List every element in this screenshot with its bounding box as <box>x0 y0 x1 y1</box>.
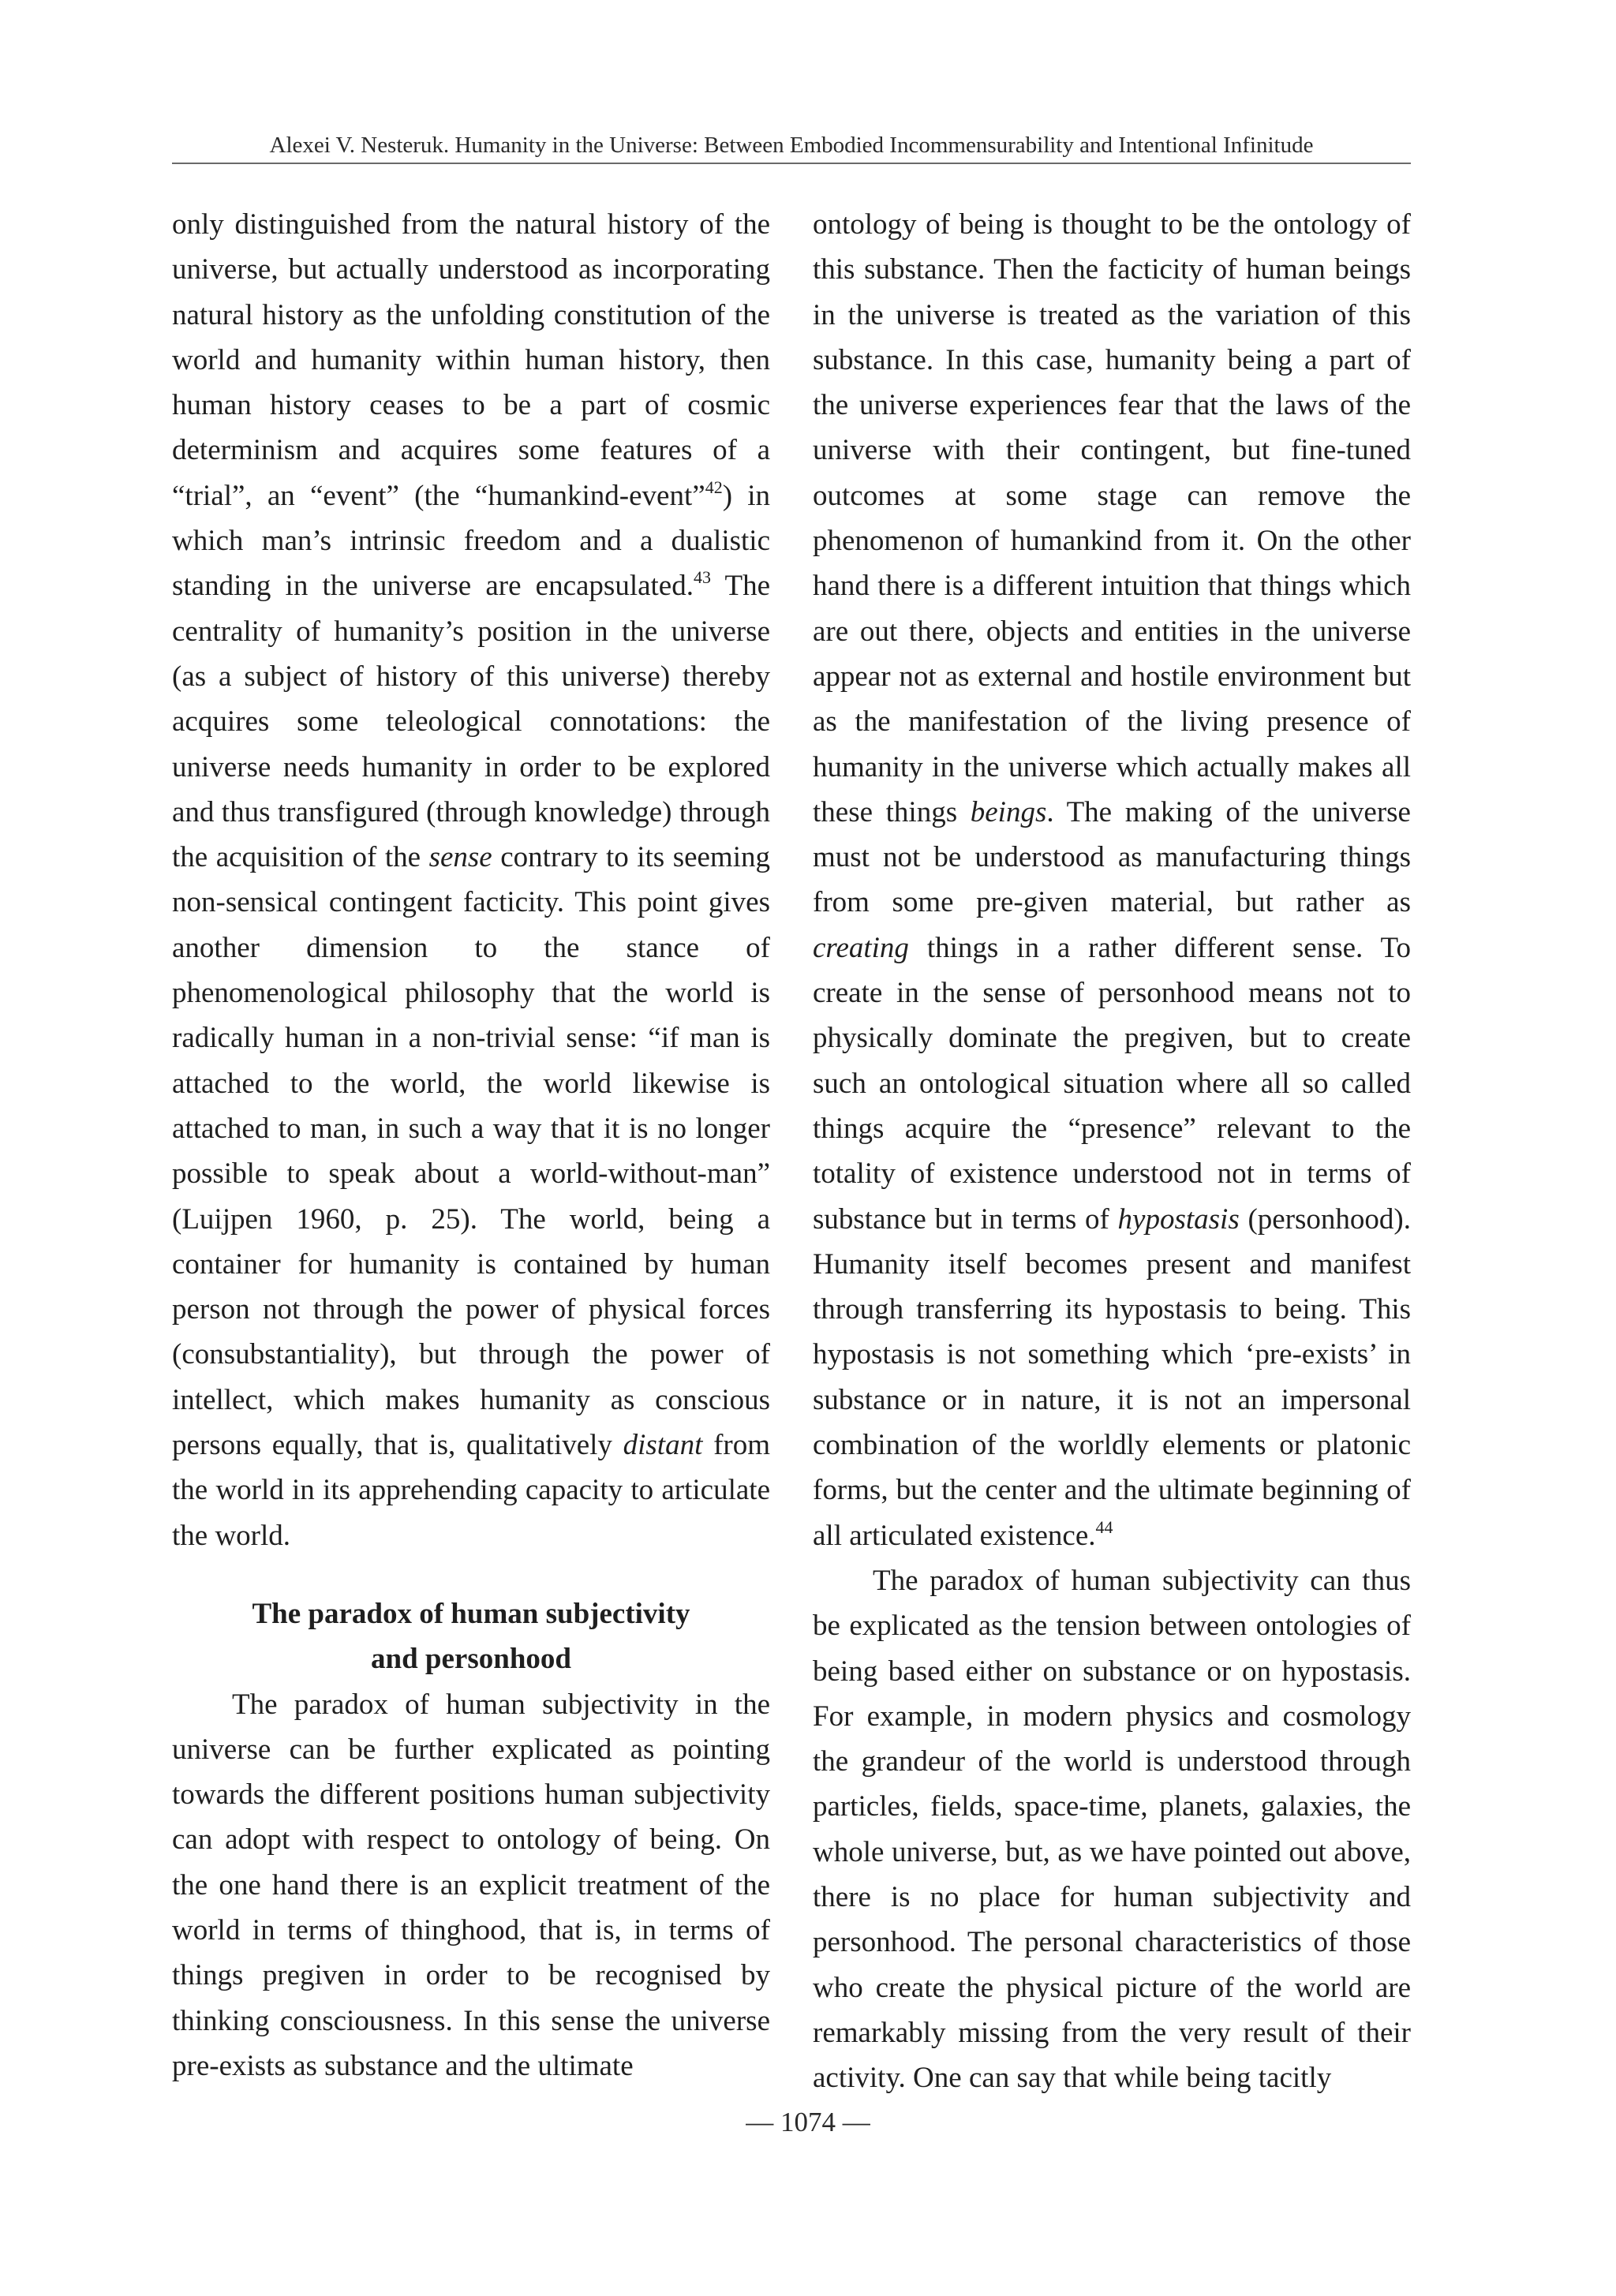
right-column <box>813 202 1411 2100</box>
text-run: (personhood). Humanity itself becomes present and manifest through transferring its hypostasis to being. This hypostasis is not something which ‘pre-exists’ in substance or in nature, it is not an impersonal combination of the worldly elements or platonic forms, but the center and the ultimate beginning of all articulated existence. <box>813 1202 1411 1552</box>
footnote-ref-42[interactable]: 42 <box>705 477 723 497</box>
body-paragraph <box>172 202 770 1558</box>
page-number: — 1074 — <box>746 2107 870 2137</box>
running-header: Alexei V. Nesteruk. Humanity in the Universe: Between Embodied Incommensurability and Intentional Infinitude <box>269 133 1314 158</box>
emphasis: distant <box>623 1429 703 1462</box>
text-run: ontology of being is thought to be the ontology of this substance. Then the facticity of human beings in the universe is treated as the variation of this substance. In this case, humanity being a part of the universe experiences fear that the laws of the universe with their contingent, but fine-tuned outcomes at some stage can remove the phenomenon of humankind from it. On the other hand there is a different intuition that things which are out there, objects and entities in the universe appear not as external and hostile environment but as the manifestation of the living presence of humanity in the universe which actually makes all these things <box>813 208 1411 828</box>
left-column <box>172 202 770 2088</box>
emphasis: sense <box>428 841 492 874</box>
text-run: . The making of the universe must not be understood as manufacturing things from some pre-given material, but rather as <box>813 795 1411 919</box>
text-run: contrary to its seeming non-sensical contingent facticity. This point gives another dimension to the stance of phenomenological philosophy that the world is radically human in a non-trivial sense: “if man is attached to the world, the world likewise is attached to man, in such a way that it is no longer possible to speak about a world-without-man” (Luijpen 1960, p. 25). The world, being a container for humanity is contained by human person not through the power of physical forces (consubstantiality), but through the power of intellect, which makes humanity as conscious persons equally, that is, qualitatively <box>172 841 770 1462</box>
body-paragraph: The paradox of human subjectivity can thus be explicated as the tension between ontologies of being based either on substance or on hypostasis. For example, in modern physics and cosmology the grandeur of the world is understood through particles, fields, space-time, planets, galaxies, the whole universe, but, as we have pointed out above, there is no place for human subjectivity and personhood. The personal characteristics of those who create the physical picture of the world are remarkably missing from the very result of their activity. One can say that while being tacitly <box>813 1564 1411 2095</box>
text-run: ) in which man’s intrinsic freedom and a dualistic standing in the universe are encapsulated. <box>172 479 770 603</box>
emphasis: creating <box>813 931 909 964</box>
body-paragraph <box>813 202 1411 1558</box>
header-rule <box>172 163 1411 164</box>
section-heading <box>172 1591 770 1682</box>
text-run: The centrality of humanity’s position in the universe (as a subject of history of this universe) thereby acquires some teleological connotations: the universe needs humanity in order to be explored and thus transfigured (through knowledge) through the acquisition of the <box>172 570 770 874</box>
emphasis: hypostasis <box>1117 1202 1240 1236</box>
section-heading-line: The paradox of human subjectivity <box>252 1597 690 1630</box>
emphasis: beings <box>970 795 1047 828</box>
footnote-ref-43[interactable]: 43 <box>693 567 711 588</box>
section-heading-line: and personhood <box>371 1643 571 1676</box>
text-run: only distinguished from the natural history of the universe, but actually understood as incorporating natural history as the unfolding constitution of the world and humanity within human history, then human history ceases to be a part of cosmic determinism and acquires some features of a “trial”, an “event” (the “humankind-event” <box>172 208 770 512</box>
body-paragraph: The paradox of human subjectivity in the universe can be further explicated as pointing towards the different positions human subjectivity can adopt with respect to ontology of being. On the one hand there is an explicit treatment of the world in terms of thinghood, that is, in terms of things pregiven in order to be recognised by thinking consciousness. In this sense the universe pre-exists as substance and the ultimate <box>172 1688 770 2082</box>
text-run: from the world in its apprehending capacity to articulate the world. <box>172 1429 770 1552</box>
footnote-ref-44[interactable]: 44 <box>1095 1516 1113 1537</box>
text-run: things in a rather different sense. To create in the sense of personhood means not to physically dominate the pregiven, but to create such an ontological situation where all so called things acquire the “presence” relevant to the totality of existence understood not in terms of substance but in terms of <box>813 931 1411 1236</box>
